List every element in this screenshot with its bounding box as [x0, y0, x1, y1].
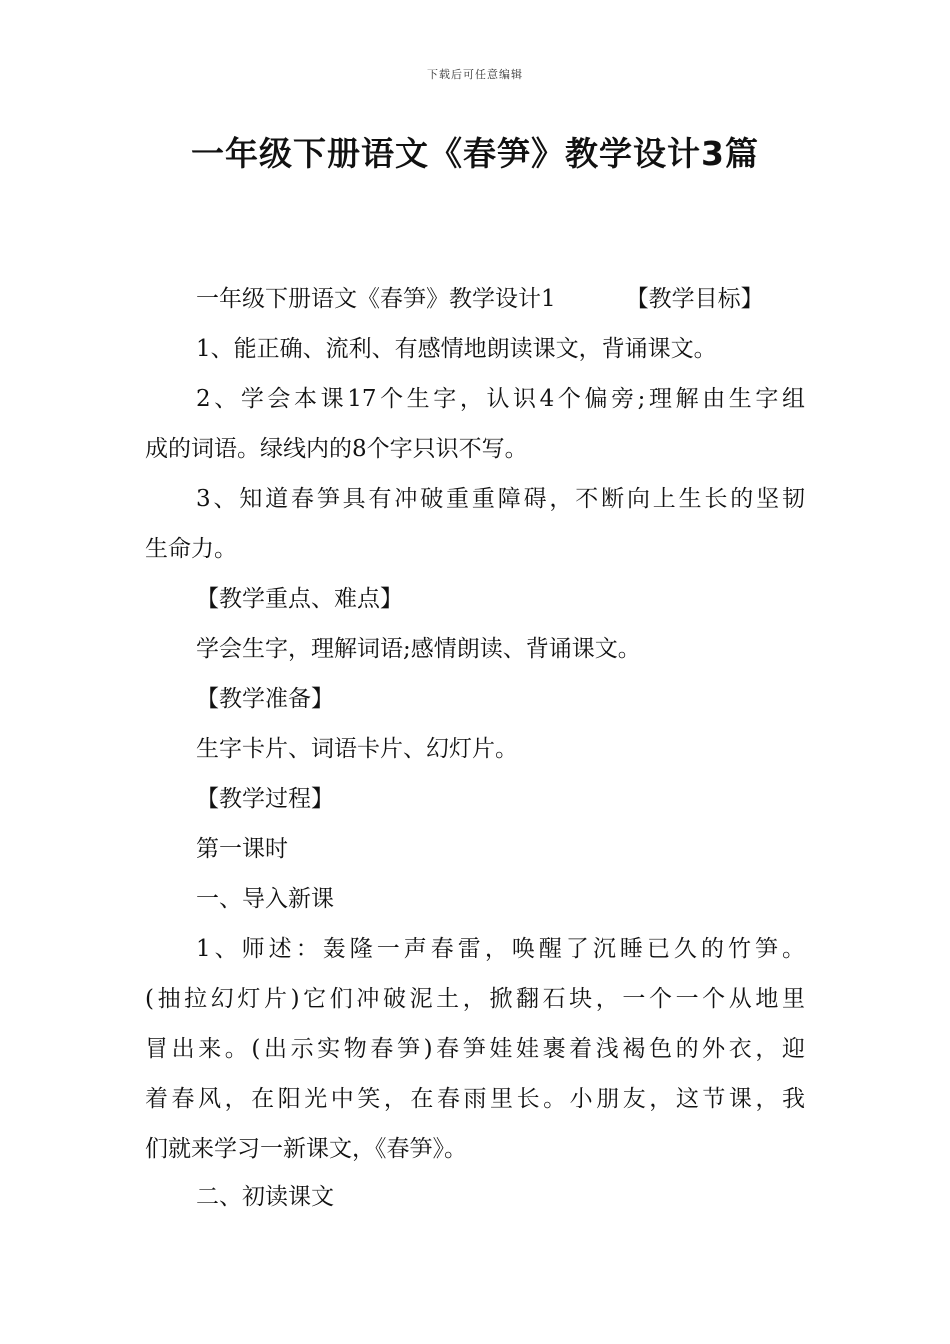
paragraph-1-line-5: 们就来学习一新课文，《春笋》。	[145, 1136, 467, 1162]
objective-2-line-1: 2、学会本课17个生字，认识4个偏旁;理解由生字组	[196, 386, 805, 412]
header-note: 下载后可任意编辑	[427, 68, 523, 81]
paragraph-1-line-4: 着春风，在阳光中笑，在春雨里长。小朋友，这节课，我	[145, 1086, 805, 1112]
lesson-1-heading: 第一课时	[196, 836, 288, 862]
process-heading: 【教学过程】	[196, 786, 334, 812]
paragraph-1-line-1: 1、师述：轰隆一声春雷，唤醒了沉睡已久的竹笋。	[196, 936, 805, 962]
section-heading-line	[196, 284, 764, 314]
preparation-heading: 【教学准备】	[196, 686, 334, 712]
objective-3-line-1: 3、知道春笋具有冲破重重障碍，不断向上生长的坚韧	[196, 486, 805, 512]
key-points-text: 学会生字，理解词语;感情朗读、背诵课文。	[196, 636, 641, 662]
objective-3-line-2: 生命力。	[145, 536, 237, 562]
document-title: 一年级下册语文《春笋》教学设计3篇	[191, 134, 759, 173]
key-points-heading: 【教学重点、难点】	[196, 586, 403, 612]
objective-1: 1、能正确、流利、有感情地朗读课文，背诵课文。	[196, 336, 717, 362]
section-heading: 一年级下册语文《春笋》教学设计1	[196, 286, 556, 312]
paragraph-1-line-3: 冒出来。(出示实物春笋)春笋娃娃裹着浅褐色的外衣，迎	[145, 1036, 805, 1062]
part-1-heading: 一、导入新课	[196, 886, 334, 912]
preparation-text: 生字卡片、词语卡片、幻灯片。	[196, 736, 518, 762]
paragraph-1-line-2: (抽拉幻灯片)它们冲破泥土，掀翻石块，一个一个从地里	[145, 986, 805, 1012]
objective-2-line-2: 成的词语。绿线内的8个字只识不写。	[145, 436, 528, 462]
objectives-heading: 【教学目标】	[625, 286, 764, 312]
part-2-heading: 二、初读课文	[196, 1184, 334, 1210]
